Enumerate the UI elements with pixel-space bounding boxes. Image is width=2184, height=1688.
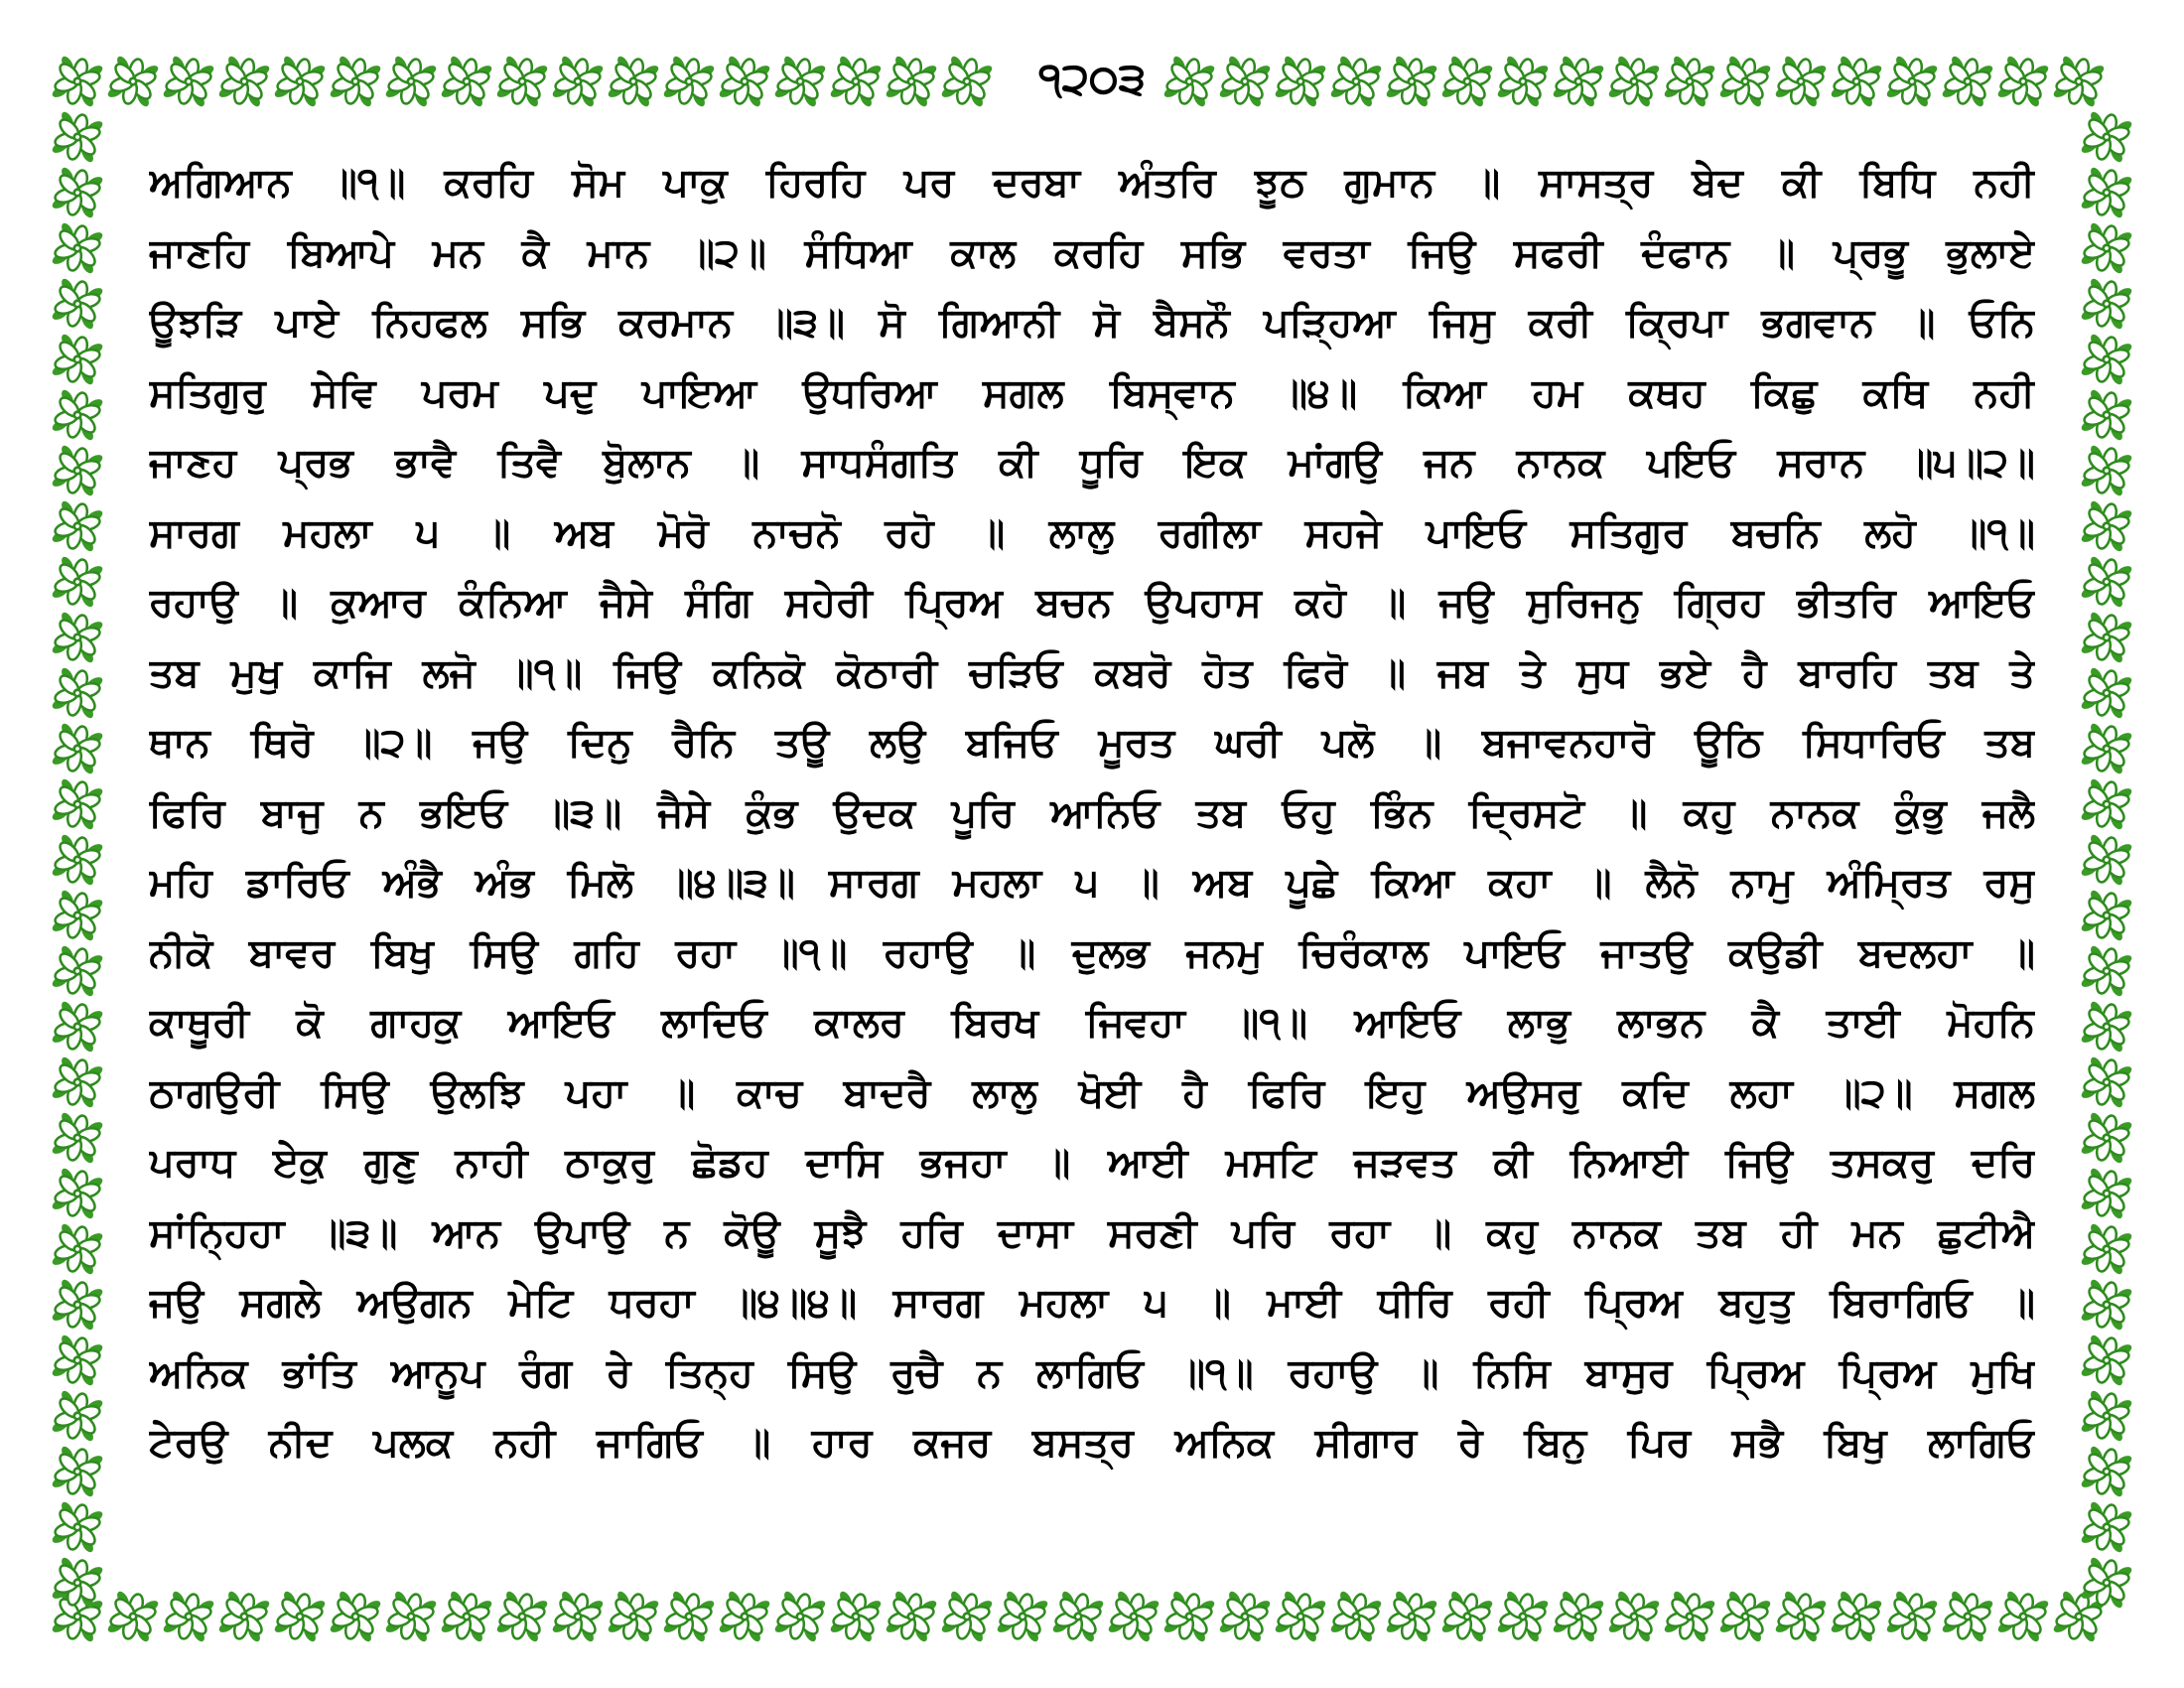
text-line: ਨੀਕੋ ਬਾਵਰ ਬਿਖੁ ਸਿਉ ਗਹਿ ਰਹਾ ॥੧॥ ਰਹਾਉ ॥ ਦੁਲਭ ਜਨਮੁ ਚਿਰੰਕਾਲ ਪਾਇਓ ਜਾਤਉ ਕਉਡੀ ਬਦਲਹਾ ॥: [149, 929, 2035, 976]
flower-ornament-icon: [49, 1165, 106, 1222]
flower-ornament-icon: [49, 887, 106, 944]
flower-ornament-icon: [827, 1588, 885, 1645]
text-line: ਠਾਗਉਰੀ ਸਿਉ ਉਲਝਿ ਪਹਾ ॥ ਕਾਚ ਬਾਦਰੈ ਲਾਲੁ ਖੋਈ ਹੈ ਫਿਰਿ ਇਹੁ ਅਉਸਰੁ ਕਦਿ ਲਹਾ ॥੨॥ ਸਗਲ: [149, 1069, 2035, 1116]
flower-ornament-icon: [1327, 1588, 1385, 1645]
text-line: ਥਾਨ ਥਿਰੋ ॥੨॥ ਜਉ ਦਿਨੁ ਰੈਨਿ ਤਊ ਲਉ ਬਜਿਓ ਮੂਰਤ ਘਰੀ ਪਲੋ ॥ ਬਜਾਵਨਹਾਰੋ ਊਠਿ ਸਿਧਾਰਿਓ ਤਬ: [149, 720, 2035, 766]
flower-ornament-icon: [271, 1588, 329, 1645]
flower-ornament-icon: [49, 1387, 106, 1445]
flower-ornament-icon: [49, 275, 106, 333]
flower-ornament-icon: [1216, 1588, 1274, 1645]
flower-ornament-icon: [493, 1588, 551, 1645]
text-line: ਪਰਾਧ ਏਕੁ ਗੁਣੁ ਨਾਹੀ ਠਾਕੁਰੁ ਛੋਡਹ ਦਾਸਿ ਭਜਹਾ ॥ ਆਈ ਮਸਟਿ ਜੜਵਤ ਕੀ ਨਿਆਈ ਜਿਉ ਤਸਕਰੁ ਦਰਿ: [149, 1140, 2035, 1186]
flower-ornament-icon: [660, 1588, 718, 1645]
flower-ornament-icon: [2078, 1109, 2135, 1167]
flower-ornament-icon: [49, 664, 106, 722]
flower-ornament-icon: [1939, 1588, 1996, 1645]
text-line: ਜਾਣਹਿ ਬਿਆਪੇ ਮਨ ਕੈ ਮਾਨ ॥੨॥ ਸੰਧਿਆ ਕਾਲ ਕਰਹਿ ਸਭਿ ਵਰਤਾ ਜਿਉ ਸਫਰੀ ਦੰਫਾਨ ॥ ਪ੍ਰਭੂ ਭੁਲਾਏ: [149, 229, 2035, 276]
flower-ornament-icon: [49, 1443, 106, 1500]
flower-ornament-icon: [49, 1054, 106, 1111]
flower-ornament-icon: [49, 831, 106, 889]
flower-ornament-icon: [1105, 1588, 1162, 1645]
flower-ornament-icon: [2078, 664, 2135, 722]
flower-ornament-icon: [2078, 1165, 2135, 1222]
flower-ornament-icon: [2078, 108, 2135, 166]
text-line: ਸਤਿਗੁਰੁ ਸੇਵਿ ਪਰਮ ਪਦੁ ਪਾਇਆ ਉਧਰਿਆ ਸਗਲ ਬਿਸ੍ਵਾਨ ॥੪॥ ਕਿਆ ਹਮ ਕਥਹ ਕਿਛੁ ਕਥਿ ਨਹੀ: [149, 369, 2035, 416]
flower-ornament-icon: [2078, 998, 2135, 1055]
flower-ornament-icon: [49, 1332, 106, 1389]
flower-ornament-icon: [2078, 164, 2135, 221]
flower-ornament-icon: [2078, 497, 2135, 555]
flower-ornament-icon: [49, 775, 106, 833]
flower-ornament-icon: [49, 609, 106, 666]
flower-ornament-icon: [49, 108, 106, 166]
flower-ornament-icon: [49, 219, 106, 277]
flower-ornament-icon: [2078, 553, 2135, 611]
flower-ornament-icon: [49, 1276, 106, 1334]
scripture-text-block: [149, 149, 2035, 1539]
flower-ornament-icon: [1605, 1588, 1663, 1645]
flower-ornament-icon: [2078, 1276, 2135, 1334]
flower-ornament-icon: [1716, 1588, 1774, 1645]
flower-ornament-icon: [549, 1588, 607, 1645]
flower-ornament-icon: [1383, 1588, 1440, 1645]
flower-ornament-icon: [2078, 775, 2135, 833]
flower-ornament-icon: [2078, 720, 2135, 777]
text-line: ਕਾਥੂਰੀ ਕੋ ਗਾਹਕੁ ਆਇਓ ਲਾਦਿਓ ਕਾਲਰ ਬਿਰਖ ਜਿਵਹਾ ॥੧॥ ਆਇਓ ਲਾਭੁ ਲਾਭਨ ਕੈ ਤਾਈ ਮੋਹਨਿ: [149, 1000, 2035, 1046]
flower-ornament-icon: [2078, 1443, 2135, 1500]
flower-ornament-icon: [2078, 442, 2135, 499]
flower-ornament-icon: [2078, 386, 2135, 444]
flower-ornament-icon: [49, 442, 106, 499]
flower-ornament-icon: [49, 497, 106, 555]
flower-ornament-icon: [2078, 219, 2135, 277]
flower-ornament-icon: [215, 1588, 273, 1645]
flower-ornament-icon: [49, 720, 106, 777]
text-line: ਊਝੜਿ ਪਾਏ ਨਿਹਫਲ ਸਭਿ ਕਰਮਾਨ ॥੩॥ ਸੋ ਗਿਆਨੀ ਸੋ ਬੈਸਨੌ ਪੜ੍ਹਿਆ ਜਿਸੁ ਕਰੀ ਕ੍ਰਿਪਾ ਭਗਵਾਨ ॥ ਓਨਿ: [149, 300, 2035, 346]
flower-ornament-icon: [2078, 1220, 2135, 1278]
flower-ornament-icon: [49, 1220, 106, 1278]
flower-ornament-icon: [2078, 1498, 2135, 1556]
flower-ornament-icon: [2078, 609, 2135, 666]
flower-ornament-icon: [438, 1588, 495, 1645]
flower-ornament-icon: [1272, 1588, 1329, 1645]
page-number: [0, 50, 2184, 109]
text-line: ਰਹਾਉ ॥ ਕੁਆਰ ਕੰਨਿਆ ਜੈਸੇ ਸੰਗਿ ਸਹੇਰੀ ਪ੍ਰਿਅ ਬਚਨ ਉਪਹਾਸ ਕਹੋ ॥ ਜਉ ਸੁਰਿਜਨੁ ਗ੍ਰਿਹ ਭੀਤਰਿ ਆਇਓ: [149, 580, 2035, 626]
flower-ornament-icon: [49, 1498, 106, 1556]
flower-ornament-icon: [2078, 275, 2135, 333]
flower-ornament-icon: [1772, 1588, 1830, 1645]
flower-ornament-icon: [2078, 1387, 2135, 1445]
flower-ornament-icon: [2078, 831, 2135, 889]
flower-ornament-icon: [1049, 1588, 1107, 1645]
flower-ornament-icon: [2078, 1332, 2135, 1389]
flower-ornament-icon: [994, 1588, 1051, 1645]
flower-ornament-icon: [771, 1588, 829, 1645]
flower-ornament-icon: [1994, 1588, 2052, 1645]
text-line: ਤਬ ਮੁਖੁ ਕਾਜਿ ਲਜੋ ॥੧॥ ਜਿਉ ਕਨਿਕੋ ਕੋਠਾਰੀ ਚੜਿਓ ਕਬਰੋ ਹੋਤ ਫਿਰੋ ॥ ਜਬ ਤੇ ਸੁਧ ਭਏ ਹੈ ਬਾਰਹਿ ਤਬ ਤੇ: [149, 649, 2035, 696]
text-line: ਸਾਂਨ੍ਹਿਹਾ ॥੩॥ ਆਨ ਉਪਾਉ ਨ ਕੋਊ ਸੂਝੈ ਹਰਿ ਦਾਸਾ ਸਰਣੀ ਪਰਿ ਰਹਾ ॥ ਕਹੁ ਨਾਨਕ ਤਬ ਹੀ ਮਨ ਛੁਟੀਐ: [149, 1209, 2035, 1256]
flower-ornament-icon: [49, 331, 106, 388]
flower-ornament-icon: [2078, 942, 2135, 1000]
flower-ornament-icon: [49, 553, 106, 611]
flower-ornament-icon: [1160, 1588, 1218, 1645]
flower-ornament-icon: [49, 164, 106, 221]
text-line: ਜਾਣਹ ਪ੍ਰਭ ਭਾਵੈ ਤਿਵੈ ਬੋੁਲਾਨ ॥ ਸਾਧਸੰਗਤਿ ਕੀ ਧੂਰਿ ਇਕ ਮਾਂਗਉ ਜਨ ਨਾਨਕ ਪਇਓ ਸਰਾਨ ॥੫॥੨॥: [149, 440, 2035, 486]
flower-ornament-icon: [1883, 1588, 1941, 1645]
flower-ornament-icon: [382, 1588, 440, 1645]
flower-ornament-icon: [160, 1588, 217, 1645]
text-line: ਮਹਿ ਡਾਰਿਓ ਅੰਭੈ ਅੰਭ ਮਿਲੋ ॥੪॥੩॥ ਸਾਰਗ ਮਹਲਾ ੫ ॥ ਅਬ ਪੂਛੇ ਕਿਆ ਕਹਾ ॥ ਲੈਨੋ ਨਾਮੁ ਅੰਮ੍ਰਿਤ ਰਸੁ: [149, 860, 2035, 906]
flower-ornament-icon: [605, 1588, 662, 1645]
flower-ornament-icon: [883, 1588, 940, 1645]
flower-ornament-icon: [2078, 1054, 2135, 1111]
flower-ornament-icon: [49, 386, 106, 444]
flower-ornament-icon: [327, 1588, 384, 1645]
flower-ornament-icon: [1550, 1588, 1607, 1645]
flower-ornament-icon: [1438, 1588, 1496, 1645]
flower-ornament-icon: [2078, 331, 2135, 388]
flower-ornament-icon: [1828, 1588, 1885, 1645]
flower-ornament-icon: [938, 1588, 996, 1645]
flower-ornament-icon: [2078, 887, 2135, 944]
flower-ornament-icon: [1494, 1588, 1552, 1645]
text-line: ਟੇਰਉ ਨੀਦ ਪਲਕ ਨਹੀ ਜਾਗਿਓ ॥ ਹਾਰ ਕਜਰ ਬਸਤ੍ਰ ਅਨਿਕ ਸੀਗਾਰ ਰੇ ਬਿਨੁ ਪਿਰ ਸਭੈ ਬਿਖੁ ਲਾਗਿਓ: [149, 1420, 2035, 1466]
flower-ornament-icon: [716, 1588, 773, 1645]
text-line: ਅਗਿਆਨ ॥੧॥ ਕਰਹਿ ਸੋਮ ਪਾਕੁ ਹਿਰਹਿ ਪਰ ਦਰਬਾ ਅੰਤਰਿ ਝੂਠ ਗੁਮਾਨ ॥ ਸਾਸਤ੍ਰ ਬੇਦ ਕੀ ਬਿਧਿ ਨਹੀ: [149, 160, 2035, 206]
flower-ornament-icon: [49, 942, 106, 1000]
text-line: ਸਾਰਗ ਮਹਲਾ ੫ ॥ ਅਬ ਮੋਰੋ ਨਾਚਨੋ ਰਹੋ ॥ ਲਾਲੁ ਰਗੀਲਾ ਸਹਜੇ ਪਾਇਓ ਸਤਿਗੁਰ ਬਚਨਿ ਲਹੋ ॥੧॥: [149, 509, 2035, 556]
text-line: ਜਉ ਸਗਲੇ ਅਉਗਨ ਮੇਟਿ ਧਰਹਾ ॥੪॥੪॥ ਸਾਰਗ ਮਹਲਾ ੫ ॥ ਮਾਈ ਧੀਰਿ ਰਹੀ ਪ੍ਰਿਅ ਬਹੁਤੁ ਬਿਰਾਗਿਓ ॥: [149, 1280, 2035, 1326]
flower-ornament-icon: [49, 1109, 106, 1167]
text-line: ਅਨਿਕ ਭਾਂਤਿ ਆਨੂਪ ਰੰਗ ਰੇ ਤਿਨ੍ਹ ਸਿਉ ਰੁਚੈ ਨ ਲਾਗਿਓ ॥੧॥ ਰਹਾਉ ॥ ਨਿਸਿ ਬਾਸੁਰ ਪ੍ਰਿਅ ਪ੍ਰਿਅ ਮੁਖਿ: [149, 1349, 2035, 1396]
text-line: ਫਿਰਿ ਬਾਜੁ ਨ ਭਇਓ ॥੩॥ ਜੈਸੇ ਕੁੰਭ ਉਦਕ ਪੂਰਿ ਆਨਿਓ ਤਬ ਓਹੁ ਭਿੰਨ ਦ੍ਰਿਸਟੋ ॥ ਕਹੁ ਨਾਨਕ ਕੁੰਭੁ ਜਲੈ: [149, 789, 2035, 836]
flower-ornament-icon: [104, 1588, 162, 1645]
page-number-text: ੧੨੦੩: [1021, 54, 1163, 104]
flower-ornament-icon: [49, 998, 106, 1055]
flower-ornament-icon: [1661, 1588, 1718, 1645]
